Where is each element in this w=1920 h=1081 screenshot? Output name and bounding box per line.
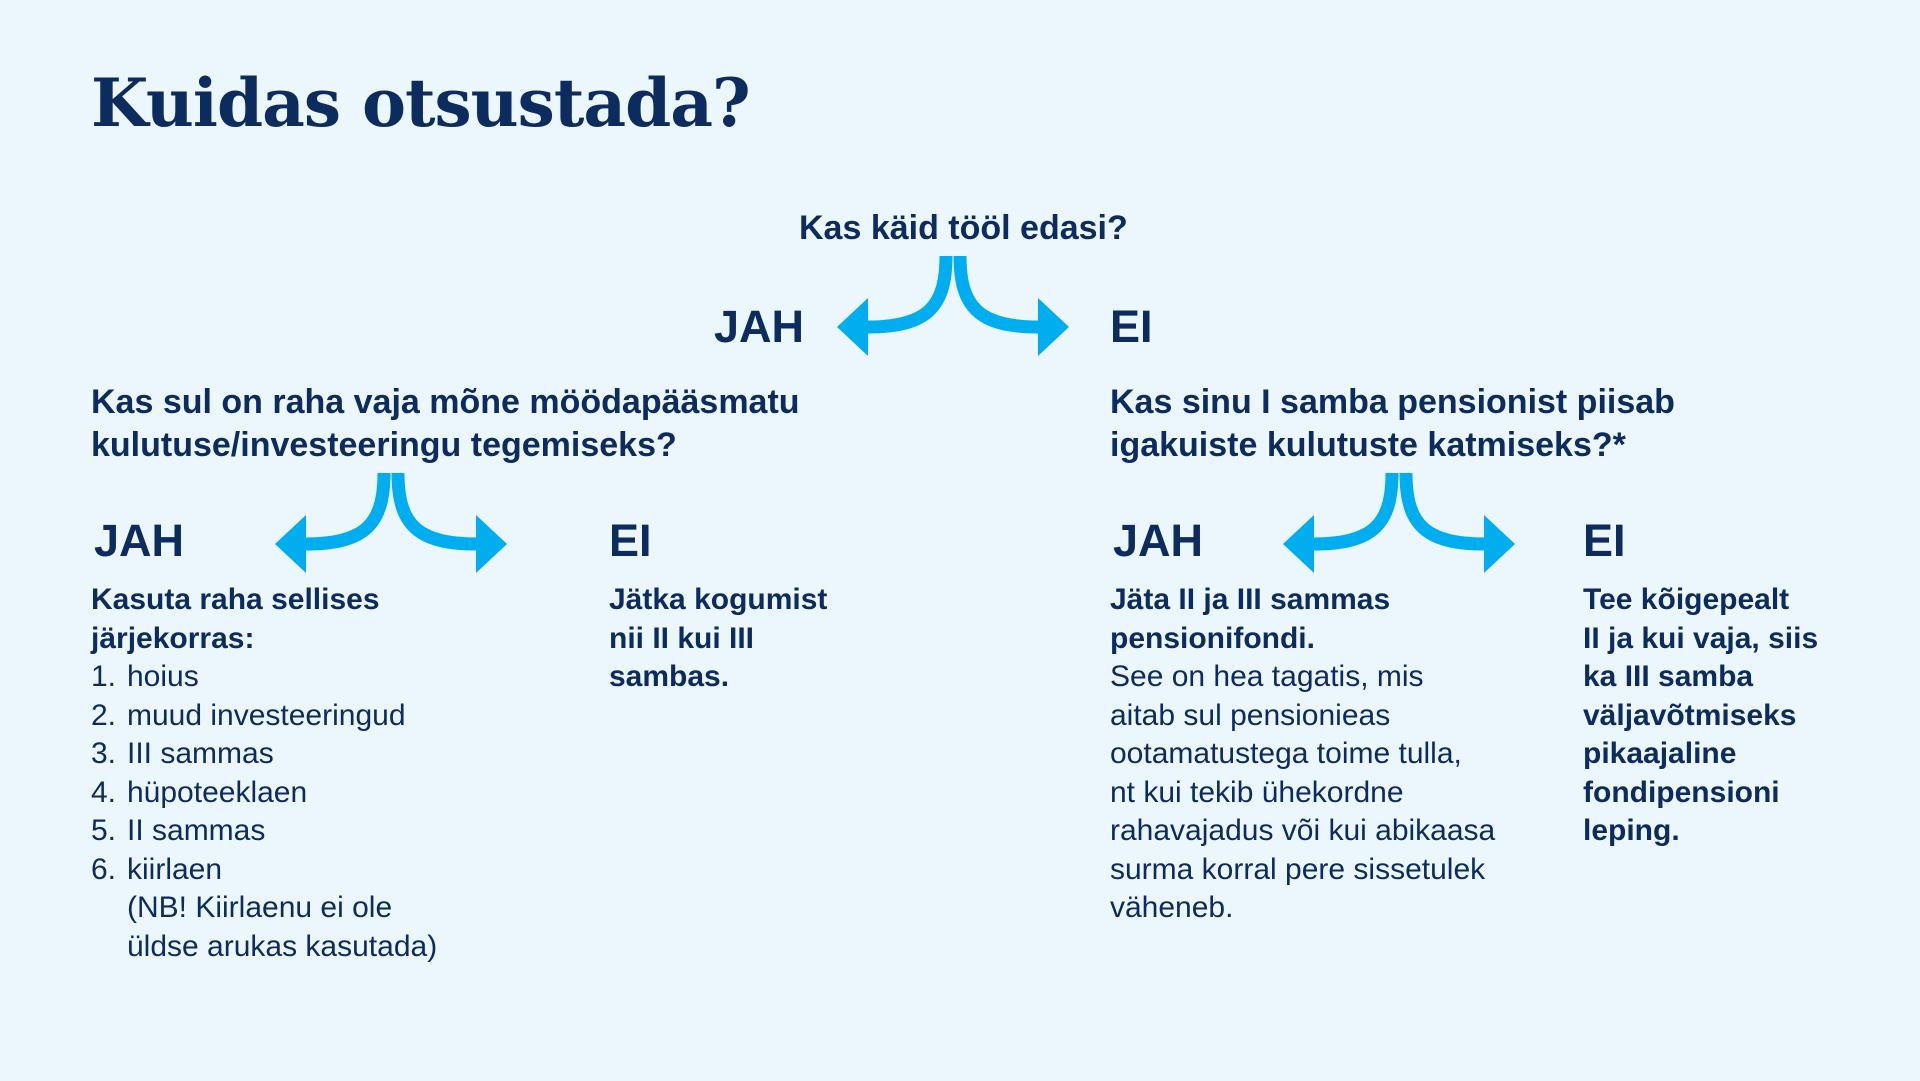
right-question-line: Kas sinu I samba pensionist piisab: [1110, 383, 1675, 421]
list-item: 1. hoius: [91, 660, 199, 693]
right-no-label: EI: [1583, 515, 1626, 566]
root-no-label: EI: [1110, 301, 1153, 352]
right-yes-body-line: aitab sul pensionieas: [1110, 698, 1391, 732]
right-yes-label: JAH: [1113, 515, 1204, 566]
left-yes-label: JAH: [94, 515, 185, 566]
page-title: Kuidas otsustada?: [91, 64, 750, 142]
list-item: 3. III sammas: [91, 737, 274, 770]
left-question-line: kulutuse/investeeringu tegemiseks?: [91, 426, 677, 464]
right-yes-heading: Jäta II ja III sammas: [1110, 583, 1391, 616]
right-yes-heading: pensionifondi.: [1110, 621, 1315, 655]
left-yes-heading: Kasuta raha sellises: [91, 583, 380, 616]
right-no-line: leping.: [1583, 814, 1680, 847]
right-yes-body-line: ootamatustega toime tulla,: [1110, 737, 1462, 770]
left-question-line: Kas sul on raha vaja mõne möödapääsmatu: [91, 383, 800, 421]
left-branch-question: [91, 381, 800, 467]
left-yes-content: [91, 581, 437, 966]
root-yes-label: JAH: [714, 301, 805, 352]
list-item: 6. kiirlaen (NB! Kiirlaenu ei ole üldse arukas kasutada): [91, 851, 437, 967]
right-no-line: fondipensioni: [1583, 775, 1780, 809]
split-arrow-icon: [275, 473, 507, 573]
right-yes-body-line: See on hea tagatis, mis: [1110, 660, 1424, 693]
right-branch-question: [1110, 381, 1675, 467]
right-question-line: igakuiste kulutuste katmiseks?*: [1110, 426, 1626, 464]
list-note: üldse arukas kasutada): [127, 929, 438, 963]
list-item: 5. II sammas: [91, 814, 266, 847]
list-note: (NB! Kiirlaenu ei ole: [127, 891, 393, 924]
right-no-line: Tee kõigepealt: [1583, 583, 1790, 616]
right-yes-body-line: surma korral pere sissetulek: [1110, 852, 1486, 886]
right-yes-body-line: nt kui tekib ühekordne: [1110, 775, 1404, 809]
left-no-line: sambas.: [609, 660, 730, 693]
right-no-line: ka III samba: [1583, 660, 1754, 693]
right-yes-body-line: väheneb.: [1110, 891, 1234, 924]
right-no-line: II ja kui vaja, siis: [1583, 621, 1819, 655]
list-item: 2. muud investeeringud: [91, 698, 406, 732]
left-no-line: nii II kui III: [609, 621, 755, 655]
list-item: 4. hüpoteeklaen: [91, 775, 308, 809]
split-arrow-icon: [837, 256, 1069, 356]
right-yes-body-line: rahavajadus või kui abikaasa: [1110, 814, 1496, 847]
right-no-content: [1583, 581, 1818, 851]
right-yes-content: [1110, 581, 1495, 928]
left-no-content: [609, 581, 827, 697]
split-arrow-icon: [1283, 473, 1515, 573]
right-no-line: pikaajaline: [1583, 737, 1737, 770]
left-no-line: Jätka kogumist: [609, 583, 828, 616]
right-no-line: väljavõtmiseks: [1583, 698, 1797, 732]
left-yes-heading: järjekorras:: [91, 621, 255, 655]
left-no-label: EI: [609, 515, 652, 566]
root-question: Kas käid tööl edasi?: [799, 209, 1128, 247]
priority-list: [91, 658, 437, 966]
